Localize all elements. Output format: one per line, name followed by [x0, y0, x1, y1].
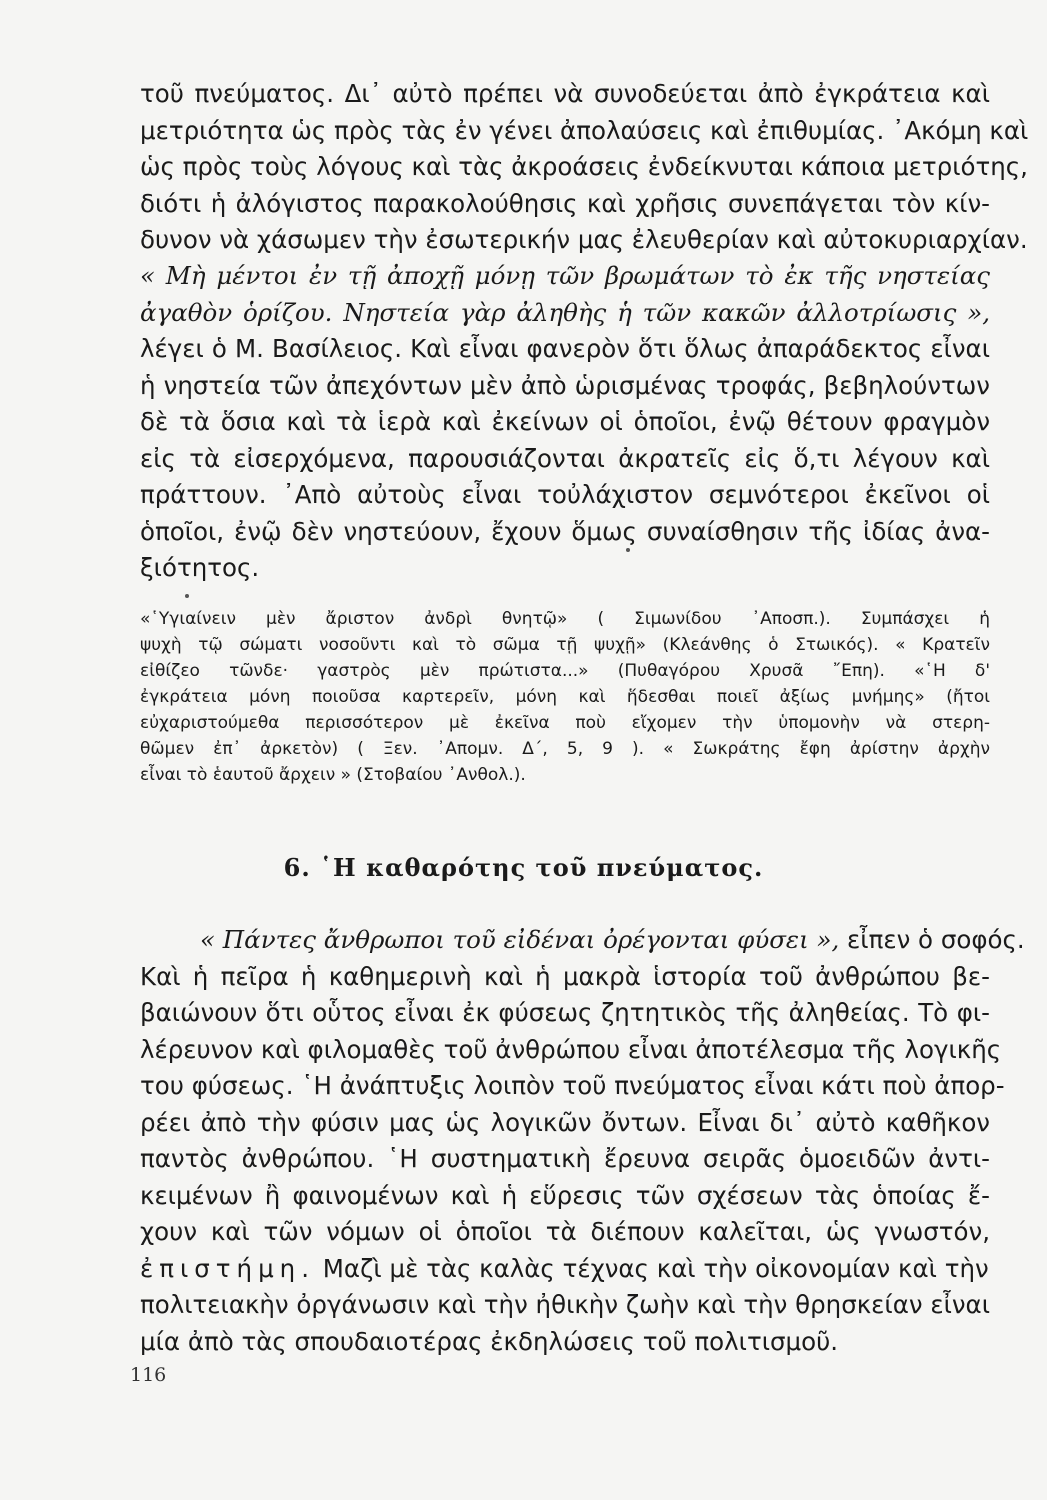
- text-line: πολιτειακὴν ὀργάνωσιν καὶ τὴν ἠθικὴν ζωὴν καὶ τὴν θρησκείαν εἶναι: [140, 1290, 990, 1319]
- text-line: ρέει ἀπὸ τὴν φύσιν μας ὡς λογικῶν ὄντων. Εἶναι δι᾿ αὐτὸ καθῆκον: [140, 1107, 990, 1137]
- quote-aristotle: « Πάντες ἄνθρωποι τοῦ εἰδέναι ὀρέγονται φύσει »,: [200, 925, 840, 954]
- text-fragment: Μαζὶ μὲ τὰς καλὰς τέχνας καὶ τὴν οἰκονομίαν καὶ τὴν: [315, 1253, 989, 1283]
- paragraph-2: [140, 331, 990, 587]
- text-line: κειμένων ἢ φαινομένων καὶ ἡ εὕρεσις τῶν σχέσεων τὰς ὁποίας ἔ-: [140, 1180, 990, 1210]
- text-line: [140, 922, 1025, 959]
- text-line: ὡς πρὸς τοὺς λόγους καὶ τὰς ἀκροάσεις ἐνδείκνυται κάποια μετριότης,: [140, 152, 1028, 181]
- text-line: λέρευνον καὶ φιλομαθὲς τοῦ ἀνθρώπου εἶναι ἀποτέλεσμα τῆς λογικῆς: [140, 1034, 1002, 1064]
- footnote-line: ψυχὴ τῷ σώματι νοσοῦντι καὶ τὸ σῶμα τῇ ψυχῇ» (Κλεάνθης ὁ Στωικός). « Κρατεῖν: [140, 635, 990, 655]
- quote-attribution: εἶπεν ὁ σοφός.: [839, 925, 1025, 954]
- text-line: διότι ἡ ἀλόγιστος παρακολούθησις καὶ χρῆσις συνεπάγεται τὸν κίν-: [140, 188, 990, 218]
- quote-line: ἀγαθὸν ὁρίζου. Νηστεία γὰρ ἀληθὴς ἡ τῶν κακῶν ἀλλοτρίωσις »,: [140, 297, 990, 327]
- text-line: μετριότητα ὡς πρὸς τὰς ἐν γένει ἀπολαύσεις καὶ ἐπιθυμίας. ᾿Ακόμη καὶ: [140, 115, 1029, 145]
- footnote-line: εὐχαριστούμεθα περισσότερον μὲ ἐκεῖνα ποὺ εἴχομεν τὴν ὑπομονὴν νὰ στερη-: [140, 713, 990, 733]
- footnote: [140, 606, 990, 788]
- quote-basil: [140, 258, 990, 331]
- paragraph-1: [140, 76, 1029, 259]
- text-line: λέγει ὁ Μ. Βασίλειος. Καὶ εἶναι φανερὸν ὅτι ὅλως ἀπαράδεκτος εἶναι: [140, 334, 990, 363]
- spaced-term: ἐπιστήμη.: [140, 1253, 315, 1283]
- paragraph-3: [140, 922, 1025, 1360]
- text-line: βαιώνουν ὅτι οὗτος εἶναι ἐκ φύσεως ζητητικὸς τῆς ἀληθείας. Τὸ φι-: [140, 998, 990, 1027]
- text-line: ξιότητος.: [140, 553, 260, 582]
- text-line: χουν καὶ τῶν νόμων οἱ ὁποῖοι τὰ διέπουν καλεῖται, ὡς γνωστόν,: [140, 1217, 990, 1246]
- text-line: τοῦ πνεύματος. Δι᾿ αὐτὸ πρέπει νὰ συνοδεύεται ἀπὸ ἐγκράτεια καὶ: [140, 79, 990, 108]
- quote-line: « Μὴ μέντοι ἐν τῇ ἀποχῇ μόνῃ τῶν βρωμάτων τὸ ἐκ τῆς νηστείας: [140, 261, 990, 290]
- footnote-line: εἰθίζεο τῶνδε· γαστρὸς μὲν πρώτιστα...» (Πυθαγόρου Χρυσᾶ ῎Επη). «῾Η δ': [140, 661, 990, 681]
- text-line: πράττουν. ᾿Απὸ αὐτοὺς εἶναι τοὐλάχιστον σεμνότεροι ἐκεῖνοι οἱ: [140, 480, 990, 509]
- text-line: [140, 1251, 990, 1288]
- text-line: παντὸς ἀνθρώπου. ῾Η συστηματικὴ ἔρευνα σειρᾶς ὁμοειδῶν ἀντι-: [140, 1144, 990, 1173]
- footnote-line: θῶμεν ἐπ᾿ ἀρκετὸν) ( Ξεν. ᾿Απομν. Δ΄, 5, 9 ). « Σωκράτης ἔφη ἀρίστην ἀρχὴν: [140, 739, 990, 759]
- text-line: ἡ νηστεία τῶν ἀπεχόντων μὲν ἀπὸ ὡρισμένας τροφάς, βεβηλούντων: [140, 370, 990, 400]
- text-line: δυνον νὰ χάσωμεν τὴν ἐσωτερικήν μας ἐλευθερίαν καὶ αὐτοκυριαρχίαν.: [140, 225, 1028, 254]
- text-line: εἰς τὰ εἰσερχόμενα, παρουσιάζονται ἀκρατεῖς εἰς ὅ,τι λέγουν καὶ: [140, 443, 990, 473]
- footnote-line: εἶναι τὸ ἑαυτοῦ ἄρχειν » (Στοβαίου ᾿Ανθολ.).: [140, 765, 526, 785]
- footnote-line: «῾Υγιαίνειν μὲν ἄριστον ἀνδρὶ θνητῷ» ( Σιμωνίδου ᾿Αποσπ.). Συμπάσχει ἡ: [140, 609, 990, 629]
- text-line: του φύσεως. ῾Η ἀνάπτυξις λοιπὸν τοῦ πνεύματος εἶναι κάτι ποὺ ἀπορ-: [140, 1071, 1005, 1100]
- page-number: 116: [130, 1364, 167, 1386]
- text-line: δὲ τὰ ὅσια καὶ τὰ ἱερὰ καὶ ἐκείνων οἱ ὁποῖοι, ἐνῷ θέτουν φραγμὸν: [140, 407, 990, 436]
- text-line: ὁποῖοι, ἐνῷ δὲν νηστεύουν, ἔχουν ὅμως συναίσθησιν τῆς ἰδίας ἀνα-: [140, 516, 990, 546]
- text-line: Καὶ ἡ πεῖρα ἡ καθημερινὴ καὶ ἡ μακρὰ ἱστορία τοῦ ἀνθρώπου βε-: [140, 961, 990, 991]
- ink-dot: [626, 548, 630, 552]
- footnote-line: ἐγκράτεια μόνη ποιοῦσα καρτερεῖν, μόνη καὶ ἥδεσθαι ποιεῖ ἀξίως μνήμης» (ἤτοι: [140, 687, 990, 707]
- text-line: μία ἀπὸ τὰς σπουδαιοτέρας ἐκδηλώσεις τοῦ πολιτισμοῦ.: [140, 1326, 839, 1356]
- ink-dot: [185, 594, 189, 598]
- section-heading: 6. ῾Η καθαρότης τοῦ πνεύματος.: [283, 853, 764, 882]
